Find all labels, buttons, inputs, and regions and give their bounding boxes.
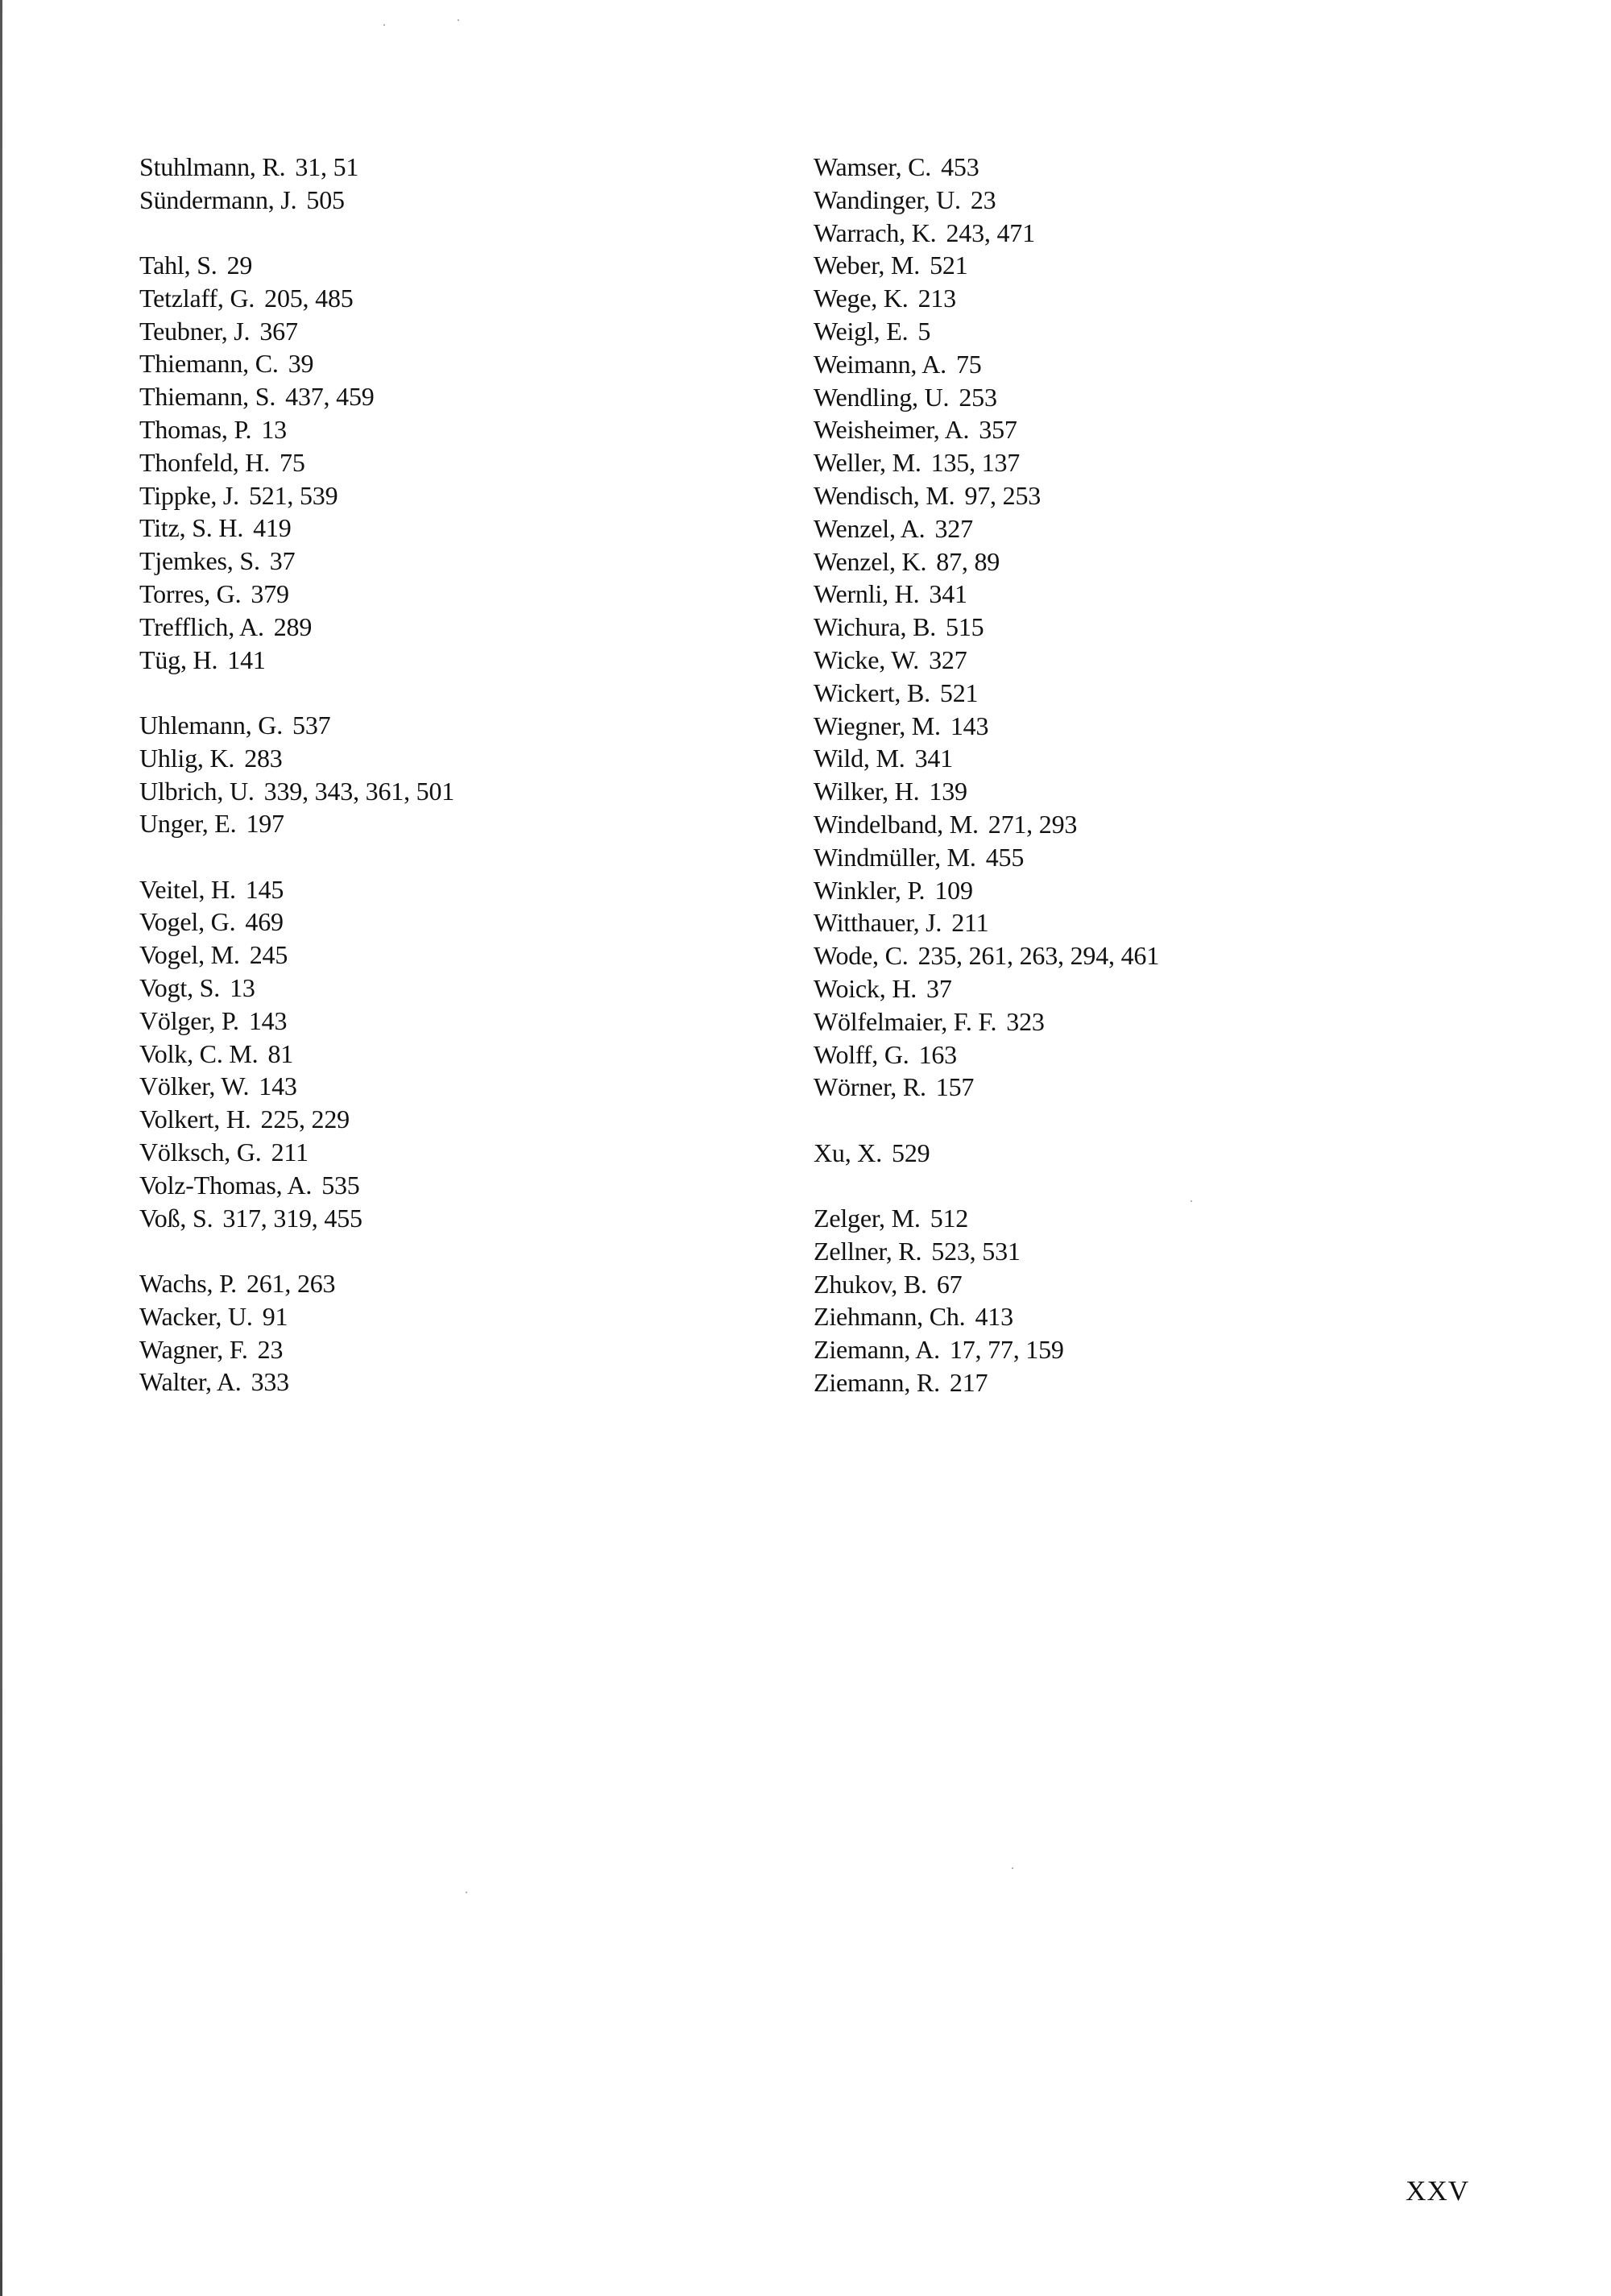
page-references: 453 bbox=[941, 152, 979, 181]
author-name: Wiegner, M. bbox=[814, 711, 941, 740]
author-name: Wendisch, M. bbox=[814, 480, 955, 510]
author-name: Ziehmann, Ch. bbox=[814, 1302, 966, 1332]
page-references: 205, 485 bbox=[264, 283, 354, 313]
page-references: 143 bbox=[259, 1071, 297, 1101]
index-entry bbox=[139, 315, 752, 348]
index-entry bbox=[814, 1268, 1426, 1301]
author-name: Wernli, H. bbox=[814, 579, 920, 609]
index-entry bbox=[814, 217, 1426, 250]
page-references: 17, 77, 159 bbox=[949, 1335, 1064, 1365]
index-entry bbox=[139, 1136, 752, 1169]
author-name: Vogt, S. bbox=[139, 973, 221, 1003]
page-references: 91 bbox=[262, 1301, 288, 1331]
index-entry bbox=[139, 479, 752, 512]
page-references: 97, 253 bbox=[964, 480, 1042, 510]
page-references: 23 bbox=[257, 1334, 284, 1364]
index-entry bbox=[139, 249, 752, 282]
page-references: 505 bbox=[306, 184, 345, 214]
index-entry bbox=[139, 347, 752, 380]
page-number: XXV bbox=[1406, 2175, 1469, 2207]
index-entry bbox=[139, 644, 752, 677]
author-name: Volk, C. M. bbox=[139, 1038, 259, 1068]
page-references: 157 bbox=[935, 1072, 975, 1102]
page-references: 75 bbox=[280, 447, 305, 477]
author-name: Wolff, G. bbox=[814, 1039, 909, 1069]
author-name: Wörner, R. bbox=[814, 1072, 926, 1102]
page-references: 341 bbox=[914, 744, 953, 773]
page-references: 37 bbox=[926, 973, 952, 1003]
author-name: Weller, M. bbox=[814, 448, 921, 478]
author-name: Wicke, W. bbox=[814, 644, 920, 674]
author-name: Wölfelmaier, F. F. bbox=[814, 1006, 997, 1036]
page-references: 5 bbox=[917, 316, 931, 346]
author-name: Wichura, B. bbox=[814, 612, 937, 642]
page-references: 283 bbox=[244, 743, 283, 773]
author-name: Winkler, P. bbox=[814, 875, 926, 905]
page-references: 323 bbox=[1006, 1006, 1045, 1036]
page-references: 39 bbox=[288, 349, 314, 379]
page-references: 109 bbox=[934, 875, 973, 905]
index-letter-group bbox=[139, 249, 752, 676]
index-entry bbox=[139, 380, 752, 413]
index-entry bbox=[139, 1333, 752, 1366]
index-entry bbox=[139, 1103, 752, 1136]
scan-edge bbox=[0, 0, 2, 2296]
author-name: Thomas, P. bbox=[139, 415, 252, 445]
page-references: 67 bbox=[936, 1269, 963, 1299]
author-name: Trefflich, A. bbox=[139, 611, 264, 641]
author-name: Uhlemann, G. bbox=[139, 710, 284, 740]
author-name: Volz-Thomas, A. bbox=[139, 1170, 313, 1200]
page-references: 81 bbox=[267, 1038, 294, 1068]
author-name: Wamser, C. bbox=[814, 152, 932, 181]
index-column-left bbox=[139, 151, 752, 1432]
author-name: Wandinger, U. bbox=[814, 184, 961, 214]
page-references: 261, 263 bbox=[246, 1268, 336, 1298]
author-name: Witthauer, J. bbox=[814, 908, 942, 938]
page-references: 523, 531 bbox=[931, 1236, 1021, 1266]
index-letter-group bbox=[139, 709, 752, 840]
page-references: 29 bbox=[226, 251, 253, 280]
page-references: 23 bbox=[970, 184, 996, 214]
index-entry bbox=[139, 1202, 752, 1235]
author-name: Zhukov, B. bbox=[814, 1269, 927, 1299]
author-name: Walter, A. bbox=[139, 1367, 242, 1397]
page-references: 139 bbox=[929, 777, 967, 806]
index-entry bbox=[814, 1071, 1426, 1104]
author-name: Tjemkes, S. bbox=[139, 546, 260, 576]
author-name: Wacker, U. bbox=[139, 1301, 253, 1331]
author-name: Voß, S. bbox=[139, 1203, 213, 1233]
page-references: 419 bbox=[253, 513, 292, 543]
page-references: 469 bbox=[245, 907, 284, 937]
index-entry bbox=[814, 677, 1426, 710]
index-entry bbox=[139, 1366, 752, 1399]
scan-speck bbox=[383, 24, 385, 26]
index-entry bbox=[814, 249, 1426, 282]
index-entry bbox=[139, 578, 752, 611]
index-entry bbox=[814, 1202, 1426, 1235]
scan-speck bbox=[466, 1892, 467, 1893]
page-references: 225, 229 bbox=[260, 1104, 350, 1134]
index-entry bbox=[139, 151, 752, 184]
author-name: Weimann, A. bbox=[814, 349, 946, 379]
page-references: 211 bbox=[951, 908, 989, 938]
page-references: 235, 261, 263, 294, 461 bbox=[917, 941, 1159, 971]
index-entry bbox=[814, 282, 1426, 315]
page-references: 13 bbox=[261, 415, 287, 445]
page-references: 135, 137 bbox=[930, 448, 1021, 478]
index-entry bbox=[139, 775, 752, 808]
page-references: 271, 293 bbox=[988, 809, 1078, 839]
page-references: 13 bbox=[230, 973, 255, 1003]
page-references: 437, 459 bbox=[285, 382, 375, 412]
index-entry bbox=[139, 807, 752, 840]
index-entry bbox=[814, 710, 1426, 743]
index-entry bbox=[814, 545, 1426, 578]
index-entry bbox=[814, 1366, 1426, 1399]
index-entry bbox=[814, 874, 1426, 907]
index-entry bbox=[814, 1333, 1426, 1366]
scan-speck bbox=[458, 19, 459, 21]
index-entry bbox=[814, 775, 1426, 808]
page-references: 521 bbox=[930, 251, 968, 280]
author-name: Ziemann, A. bbox=[814, 1335, 940, 1365]
index-letter-group bbox=[814, 1137, 1426, 1170]
page-references: 197 bbox=[246, 809, 284, 839]
page-references: 333 bbox=[251, 1367, 289, 1397]
index-entry bbox=[139, 1267, 752, 1300]
author-name: Wode, C. bbox=[814, 941, 909, 971]
page-references: 211 bbox=[271, 1138, 309, 1167]
index-entry bbox=[814, 578, 1426, 611]
index-entry bbox=[814, 972, 1426, 1005]
author-name: Wendling, U. bbox=[814, 382, 950, 412]
page-references: 217 bbox=[949, 1367, 988, 1397]
author-name: Tahl, S. bbox=[139, 251, 217, 280]
author-name: Veitel, H. bbox=[139, 874, 236, 904]
author-name: Sündermann, J. bbox=[139, 184, 297, 214]
author-name: Wilker, H. bbox=[814, 777, 920, 806]
page-references: 512 bbox=[930, 1203, 969, 1233]
index-entry bbox=[139, 906, 752, 939]
index-entry bbox=[139, 512, 752, 545]
page-references: 289 bbox=[273, 611, 313, 641]
index-entry bbox=[139, 873, 752, 906]
index-letter-group bbox=[139, 1267, 752, 1399]
page-references: 327 bbox=[929, 644, 967, 674]
index-entry bbox=[814, 446, 1426, 479]
index-entry bbox=[139, 282, 752, 315]
author-name: Torres, G. bbox=[139, 579, 242, 609]
author-name: Windelband, M. bbox=[814, 809, 979, 839]
index-entry bbox=[139, 446, 752, 479]
page-references: 75 bbox=[955, 349, 982, 379]
index-entry bbox=[814, 381, 1426, 414]
index-entry bbox=[814, 808, 1426, 841]
scan-speck bbox=[1012, 1867, 1013, 1869]
author-name: Tüg, H. bbox=[139, 644, 218, 674]
author-name: Thiemann, S. bbox=[139, 382, 276, 412]
index-entry bbox=[139, 939, 752, 972]
index-entry bbox=[139, 1169, 752, 1202]
author-name: Weigl, E. bbox=[814, 316, 909, 346]
page-references: 253 bbox=[959, 382, 997, 412]
author-name: Wenzel, K. bbox=[814, 546, 927, 576]
index-entry bbox=[139, 1038, 752, 1071]
author-name: Wickert, B. bbox=[814, 678, 930, 707]
page-references: 317, 319, 455 bbox=[222, 1203, 362, 1233]
index-entry bbox=[814, 315, 1426, 348]
author-name: Ziemann, R. bbox=[814, 1367, 940, 1397]
page-references: 243, 471 bbox=[946, 218, 1035, 247]
page-references: 367 bbox=[259, 316, 298, 346]
page-references: 379 bbox=[251, 579, 289, 609]
page-references: 413 bbox=[975, 1302, 1013, 1332]
author-name: Windmüller, M. bbox=[814, 842, 976, 872]
index-entry bbox=[814, 841, 1426, 874]
author-name: Völksch, G. bbox=[139, 1138, 262, 1167]
page-references: 535 bbox=[321, 1170, 360, 1200]
author-name: Warrach, K. bbox=[814, 218, 937, 247]
index-entry bbox=[814, 1300, 1426, 1333]
author-name: Zellner, R. bbox=[814, 1236, 922, 1266]
author-name: Teubner, J. bbox=[139, 316, 251, 346]
page-references: 37 bbox=[269, 546, 296, 576]
page-references: 163 bbox=[918, 1039, 957, 1069]
index-entry bbox=[814, 151, 1426, 184]
author-name: Stuhlmann, R. bbox=[139, 152, 286, 181]
index-entry bbox=[139, 1005, 752, 1038]
index-entry bbox=[814, 413, 1426, 446]
index-letter-group bbox=[814, 151, 1426, 1104]
page-references: 529 bbox=[892, 1138, 930, 1167]
index-entry bbox=[814, 1235, 1426, 1268]
index-letter-group bbox=[814, 1202, 1426, 1399]
author-name: Völger, P. bbox=[139, 1005, 239, 1035]
index-entry bbox=[814, 348, 1426, 381]
author-name: Tetzlaff, G. bbox=[139, 283, 255, 313]
index-entry bbox=[139, 184, 752, 217]
page-references: 455 bbox=[985, 842, 1025, 872]
author-name: Wege, K. bbox=[814, 284, 909, 313]
index-entry bbox=[139, 1300, 752, 1333]
page-references: 521, 539 bbox=[248, 480, 338, 510]
author-name: Woick, H. bbox=[814, 973, 917, 1003]
index-entry bbox=[139, 413, 752, 446]
index-letter-group bbox=[139, 151, 752, 217]
index-entry bbox=[814, 512, 1426, 545]
author-name: Volkert, H. bbox=[139, 1104, 251, 1134]
index-entry bbox=[814, 611, 1426, 644]
index-entry bbox=[814, 1005, 1426, 1038]
author-name: Völker, W. bbox=[139, 1071, 250, 1101]
author-name: Xu, X. bbox=[814, 1138, 883, 1167]
page-references: 521 bbox=[939, 678, 979, 707]
author-name: Titz, S. H. bbox=[139, 513, 244, 543]
page-references: 537 bbox=[292, 710, 331, 740]
index-entry bbox=[814, 1137, 1426, 1170]
index-entry bbox=[814, 479, 1426, 512]
author-name: Vogel, G. bbox=[139, 907, 236, 937]
page-references: 357 bbox=[979, 415, 1017, 445]
author-name: Wenzel, A. bbox=[814, 513, 926, 543]
index-entry bbox=[139, 1070, 752, 1103]
author-name: Uhlig, K. bbox=[139, 743, 235, 773]
author-name: Thiemann, C. bbox=[139, 349, 279, 379]
index-letter-group bbox=[139, 873, 752, 1235]
index-entry bbox=[814, 184, 1426, 217]
author-name: Weisheimer, A. bbox=[814, 415, 970, 445]
page-references: 339, 343, 361, 501 bbox=[263, 776, 455, 806]
index-entry bbox=[814, 1038, 1426, 1071]
author-name: Weber, M. bbox=[814, 251, 921, 280]
author-name: Ulbrich, U. bbox=[139, 776, 255, 806]
page-references: 143 bbox=[248, 1005, 288, 1035]
page-references: 87, 89 bbox=[936, 546, 1000, 576]
page-references: 245 bbox=[249, 940, 288, 970]
index-entry bbox=[814, 742, 1426, 775]
author-name: Wild, M. bbox=[814, 744, 905, 773]
page-references: 213 bbox=[917, 284, 956, 313]
index-entry bbox=[139, 611, 752, 644]
page-references: 145 bbox=[245, 874, 284, 904]
index-entry bbox=[814, 644, 1426, 677]
author-name: Tippke, J. bbox=[139, 480, 239, 510]
page-references: 515 bbox=[946, 612, 984, 642]
author-name: Vogel, M. bbox=[139, 940, 240, 970]
author-name: Zelger, M. bbox=[814, 1203, 921, 1233]
author-name: Thonfeld, H. bbox=[139, 447, 271, 477]
author-name: Wachs, P. bbox=[139, 1268, 237, 1298]
author-name: Wagner, F. bbox=[139, 1334, 248, 1364]
page-references: 341 bbox=[929, 579, 967, 609]
index-column-right bbox=[814, 151, 1426, 1432]
page-references: 327 bbox=[934, 513, 973, 543]
index-entry bbox=[814, 939, 1426, 972]
index-entry bbox=[814, 906, 1426, 939]
page-references: 143 bbox=[950, 711, 989, 740]
index-entry bbox=[139, 742, 752, 775]
page-references: 31, 51 bbox=[295, 152, 359, 181]
index-entry bbox=[139, 972, 752, 1005]
page-references: 141 bbox=[227, 644, 266, 674]
author-name: Unger, E. bbox=[139, 809, 237, 839]
index-entry bbox=[139, 709, 752, 742]
index-entry bbox=[139, 545, 752, 578]
